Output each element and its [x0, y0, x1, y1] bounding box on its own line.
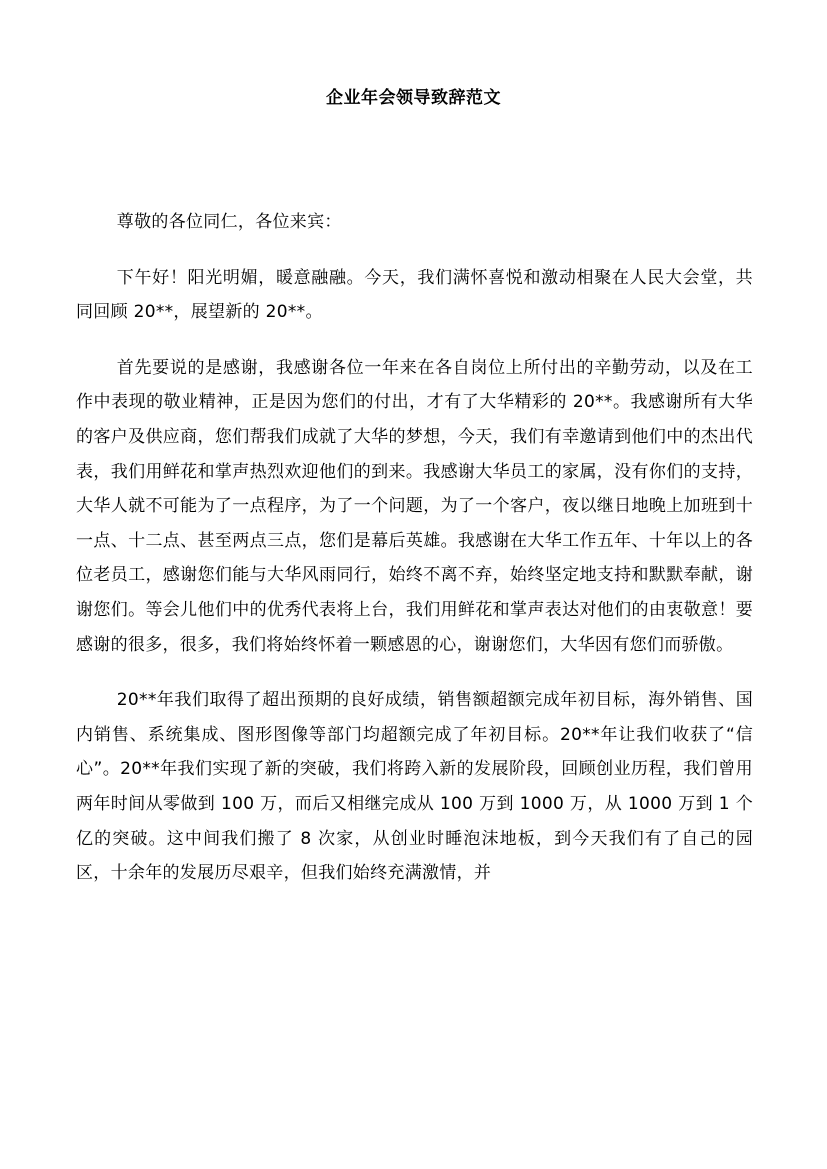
achievements-paragraph: 20**年我们取得了超出预期的良好成绩，销售额超额完成年初目标，海外销售、国内销售、系统集成、图形图像等部门均超额完成了年初目标。20**年让我们收获了“信心”。20**年我们实现了新的突破，我们将跨入新的发展阶段，回顾创业历程，我们曾用两年时间从零做到 100 万，而后又相继完成从 100 万到 1000 万，从 1000 万到 1 个亿的突破。这中间我们搬了 8 次家，从创业时睡泡沫地板，到今天我们有了自己的园区，十余年的发展历尽艰辛，但我们始终充满激情，并	[76, 690, 753, 884]
document-title: 企业年会领导致辞范文	[326, 88, 501, 108]
document-body	[76, 205, 753, 912]
thanks-paragraph: 首先要说的是感谢，我感谢各位一年来在各自岗位上所付出的辛勤劳动，以及在工作中表现的敬业精神，正是因为您们的付出，才有了大华精彩的 20**。我感谢所有大华的客户及供应商，您们帮我们成就了大华的梦想，今天，我们有幸邀请到他们中的杰出代表，我们用鲜花和掌声热烈欢迎他们的到来。我感谢大华员工的家属，没有你们的支持，大华人就不可能为了一点程序，为了一个问题，为了一个客户，夜以继日地晚上加班到十一点、十二点、甚至两点三点，您们是幕后英雄。我感谢在大华工作五年、十年以上的各位老员工，感谢您们能与大华风雨同行，始终不离不弃，始终坚定地支持和默默奉献，谢谢您们。等会儿他们中的优秀代表将上台，我们用鲜花和掌声表达对他们的由衷敬意！要感谢的很多，很多，我们将始终怀着一颗感恩的心，谢谢您们，大华因有您们而骄傲。	[76, 357, 753, 655]
greeting-paragraph: 下午好！阳光明媚，暖意融融。今天，我们满怀喜悦和激动相聚在人民大会堂，共同回顾 20**，展望新的 20**。	[76, 267, 753, 323]
salutation-paragraph: 尊敬的各位同仁，各位来宾：	[116, 212, 342, 232]
